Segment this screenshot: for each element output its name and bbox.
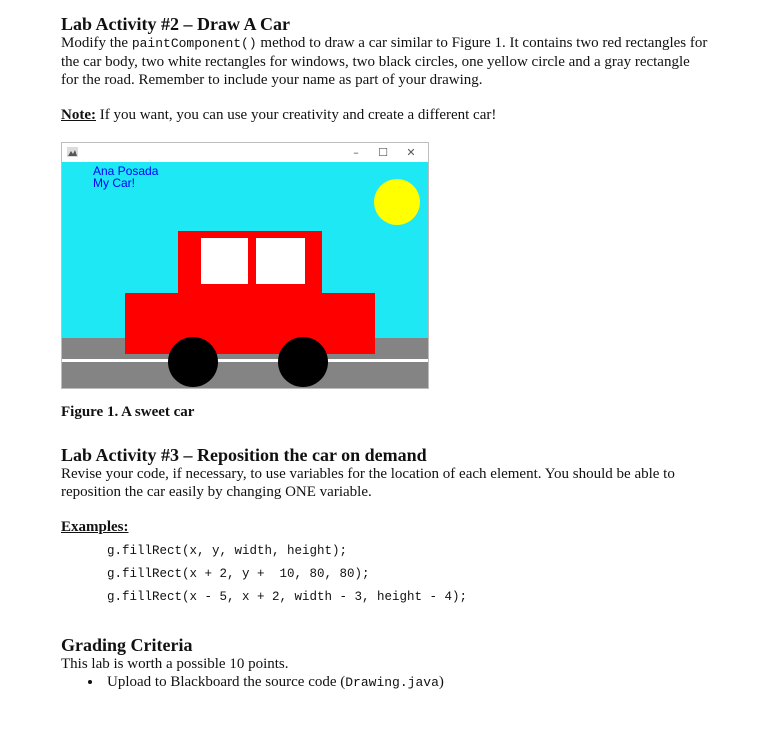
lab2-body-b: method to draw a car similar to Figure 1. It contains two red rectangles for the car body, two white rectangles for windows, two black circles, one yellow circle and a gray rectangle for the road. Remember to include your name as part of your drawing. [61,35,708,88]
bullet-text-a: Upload to Blackboard the source code ( [107,674,346,690]
java-app-icon [67,147,78,157]
method-name: paintComponent() [131,36,257,51]
grading-bullet [103,673,711,692]
drawing-name-text: Ana Posada [93,164,159,178]
figure-window [61,142,429,389]
sun [374,179,420,225]
car-drawing-canvas [62,162,428,388]
grading-heading: Grading Criteria [61,635,193,655]
grading-body: This lab is worth a possible 10 points. [61,656,289,672]
window-titlebar [62,143,428,162]
bullet-text-b: ) [438,674,444,690]
lab2-body [61,34,711,89]
lab2-heading: Lab Activity #2 – Draw A Car [61,14,290,34]
car-body [125,293,375,354]
grading-list [57,673,711,692]
road-stripe [62,359,428,362]
car-wheel-rear [278,337,328,387]
lab3-heading: Lab Activity #3 – Reposition the car on demand [61,445,427,465]
code-line: g.fillRect(x + 2, y + 10, 80, 80); [107,567,370,581]
code-line: g.fillRect(x, y, width, height); [107,544,348,558]
lab3-body: Revise your code, if necessary, to use variables for the location of each element. You should be able to reposition the car easily by changing ONE variable. [61,466,675,500]
examples-section [61,519,711,609]
note-text: If you want, you can use your creativity and create a different car! [95,107,497,123]
close-button[interactable]: ✕ [406,146,416,159]
minimize-button[interactable]: – [353,146,359,159]
code-line: g.fillRect(x - 5, x + 2, width - 3, height - 4); [107,590,468,604]
grading-section [61,635,711,692]
lab2-section [61,14,711,124]
examples-label: Examples: [61,519,129,535]
note-paragraph [61,106,711,124]
lab2-body-a: Modify the [61,35,132,51]
drawing-title-text: My Car! [93,176,135,190]
car-window-left [201,238,248,284]
car-wheel-front [168,337,218,387]
lab3-section [61,445,711,501]
car-window-right [256,238,305,284]
source-file-name: Drawing.java [345,675,439,690]
note-label: Note: [61,107,96,123]
figure-caption: Figure 1. A sweet car [61,404,195,420]
maximize-button[interactable]: ☐ [378,146,388,159]
